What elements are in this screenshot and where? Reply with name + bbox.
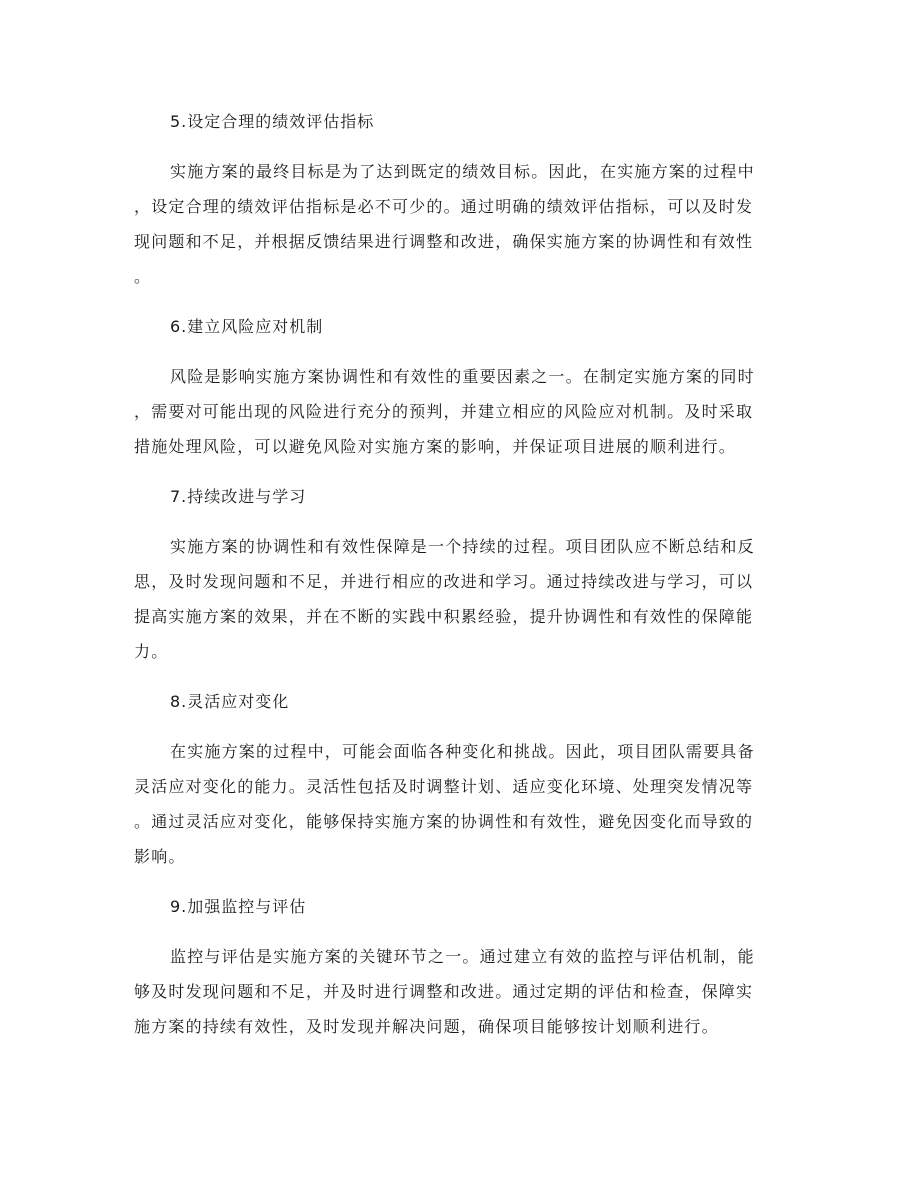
section-heading: 8.灵活应对变化 xyxy=(170,692,290,711)
paragraph-line: 监控与评估是实施方案的关键环节之一。通过建立有效的监控与评估机制，能 xyxy=(170,947,755,966)
paragraph-line: 影响。 xyxy=(134,847,186,866)
paragraph-line: 灵活应对变化的能力。灵活性包括及时调整计划、适应变化环境、处理突发情况等 xyxy=(134,777,754,796)
paragraph-line: 。通过灵活应对变化，能够保持实施方案的协调性和有效性，避免因变化而导致的 xyxy=(134,812,754,831)
paragraph-line: 现问题和不足，并根据反馈结果进行调整和改进，确保实施方案的协调性和有效性 xyxy=(134,232,754,251)
paragraph-line: 实施方案的协调性和有效性保障是一个持续的过程。项目团队应不断总结和反 xyxy=(170,537,755,556)
section-heading: 9.加强监控与评估 xyxy=(170,897,307,916)
section-heading: 5.设定合理的绩效评估指标 xyxy=(170,112,375,131)
paragraph-line: 风险是影响实施方案协调性和有效性的重要因素之一。在制定实施方案的同时 xyxy=(170,367,755,386)
section-heading: 6.建立风险应对机制 xyxy=(170,317,324,336)
paragraph-line: 措施处理风险，可以避免风险对实施方案的影响，并保证项目进展的顺利进行。 xyxy=(134,437,737,456)
paragraph-line: ，设定合理的绩效评估指标是必不可少的。通过明确的绩效评估指标，可以及时发 xyxy=(134,197,754,216)
paragraph-line: 提高实施方案的效果，并在不断的实践中积累经验，提升协调性和有效性的保障能 xyxy=(134,607,754,626)
paragraph-line: 力。 xyxy=(134,642,169,661)
paragraph-line: 。 xyxy=(134,267,152,286)
paragraph-line: 实施方案的最终目标是为了达到既定的绩效目标。因此，在实施方案的过程中 xyxy=(170,162,755,181)
paragraph-line: 施方案的持续有效性，及时发现并解决问题，确保项目能够按计划顺利进行。 xyxy=(134,1017,719,1036)
paragraph-line: 够及时发现问题和不足，并及时进行调整和改进。通过定期的评估和检查，保障实 xyxy=(134,982,754,1001)
paragraph-line: 在实施方案的过程中，可能会面临各种变化和挑战。因此，项目团队需要具备 xyxy=(170,742,755,761)
section-heading: 7.持续改进与学习 xyxy=(170,487,307,506)
paragraph-line: 思，及时发现问题和不足，并进行相应的改进和学习。通过持续改进与学习，可以 xyxy=(134,572,754,591)
paragraph-line: ，需要对可能出现的风险进行充分的预判，并建立相应的风险应对机制。及时采取 xyxy=(134,402,754,421)
